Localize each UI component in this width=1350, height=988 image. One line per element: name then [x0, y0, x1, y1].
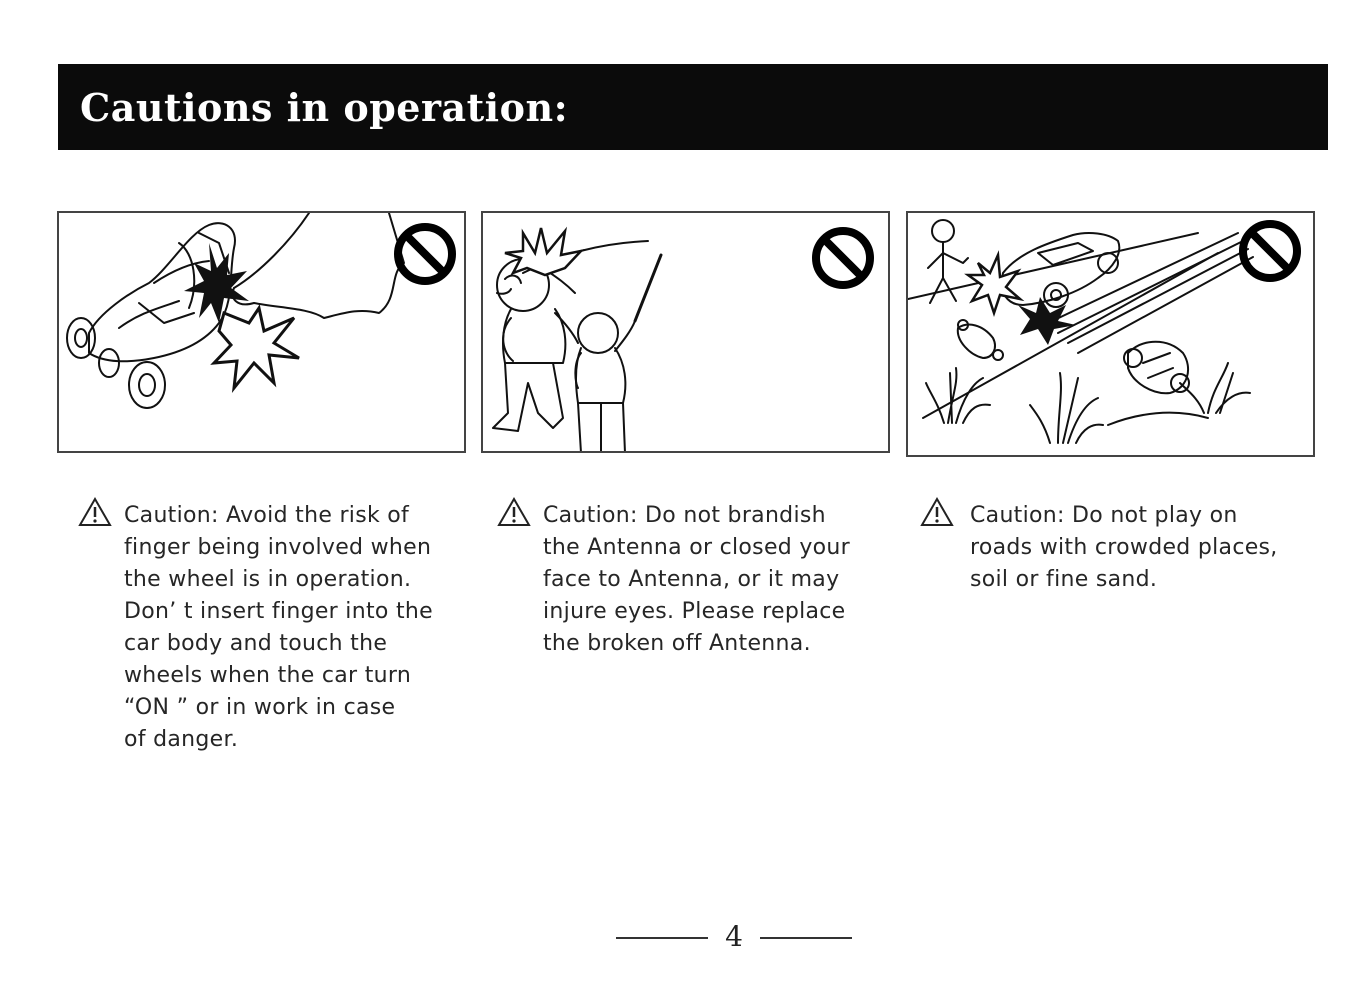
- antenna: [635, 255, 661, 321]
- page-number: 4: [725, 920, 743, 953]
- caution-text: Caution: Do not play on roads with crowded places, soil or fine sand.: [970, 503, 1278, 592]
- grass-clump: [926, 368, 990, 423]
- child-body-right: [576, 348, 625, 451]
- person-head: [932, 220, 954, 242]
- illustration-antenna: [481, 211, 890, 453]
- child-body-left: [493, 309, 565, 431]
- hand: [234, 213, 404, 318]
- caution-item: [920, 500, 1340, 596]
- spark-burst: [505, 228, 581, 275]
- footer-rule-right: [760, 937, 852, 939]
- buggy-wheel-front: [67, 318, 95, 358]
- warning-triangle-icon: [497, 497, 531, 527]
- footer-rule-left: [616, 937, 708, 939]
- illustration-road-sand: [906, 211, 1315, 457]
- prohibited-icon: [398, 227, 452, 281]
- prohibited-icon: [816, 231, 870, 285]
- warning-triangle-icon: [78, 497, 112, 527]
- warning-triangle-icon: [920, 497, 954, 527]
- section-title: Cautions in operation:: [80, 84, 569, 130]
- section-banner: [58, 64, 1328, 150]
- antenna-drawing: [483, 213, 888, 451]
- caution-item: [78, 500, 498, 756]
- caution-text: Caution: Do not brandish the Antenna or closed your face to Antenna, or it may injure eyes. Please replace the broken off Antenna.: [543, 503, 851, 656]
- road-sand-drawing: [908, 213, 1313, 455]
- finger-wheel-drawing: [59, 213, 464, 451]
- caution-text: Caution: Avoid the risk of finger being involved when the wheel is in operation. Don’ t insert finger into the car body and touch the wheels when the car turn “ON ” or in work in case of danger.: [124, 503, 433, 752]
- buggy-wheel-rear: [129, 362, 165, 408]
- prohibited-icon: [1243, 224, 1297, 278]
- caution-item: [497, 500, 917, 660]
- child-head-right: [578, 313, 618, 353]
- page-footer: [0, 918, 1350, 958]
- illustration-finger-wheel: [57, 211, 466, 453]
